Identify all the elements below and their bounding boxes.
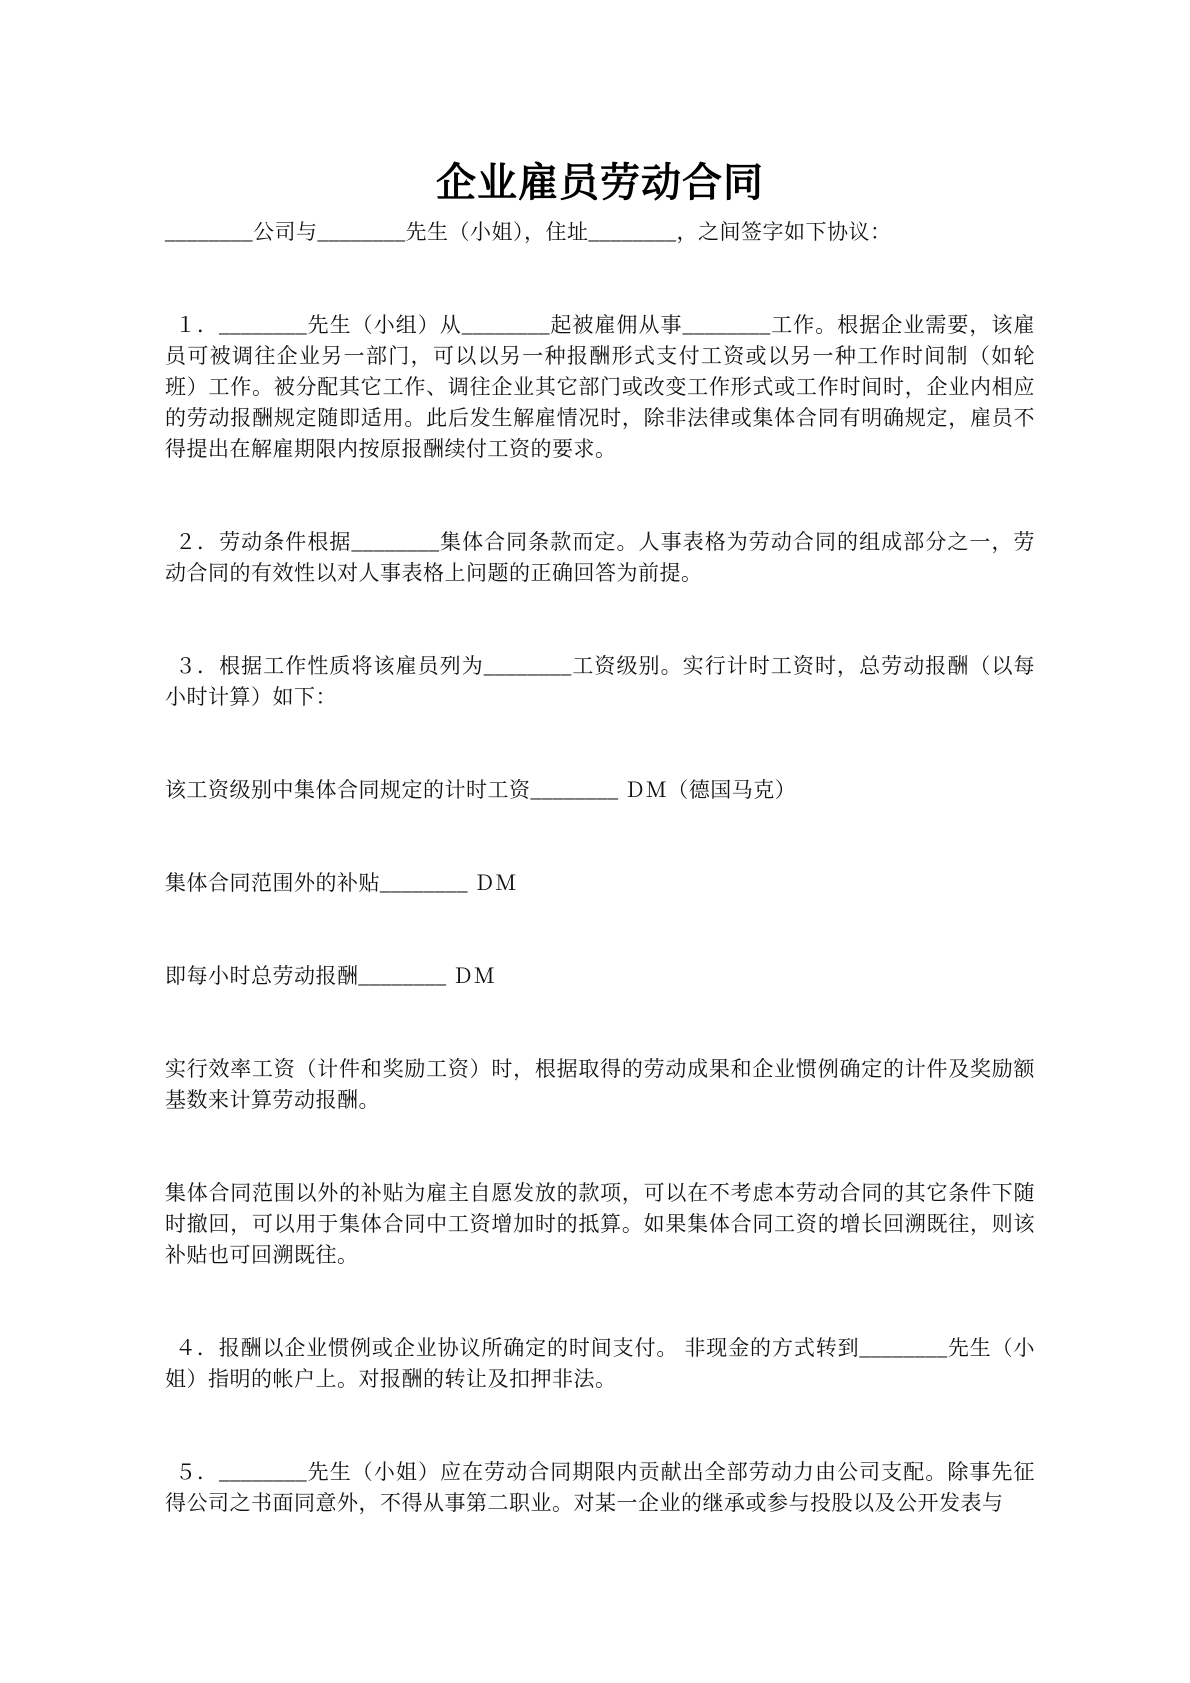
contract-clause-4: ４．报酬以企业惯例或企业协议所确定的时间支付。 非现金的方式转到________先生（小姐）指明的帐户上。对报酬的转让及扣押非法。 — [165, 1336, 1035, 1391]
contract-intro-line: ________公司与________先生（小姐），住址________，之间签字如下协议： — [165, 220, 892, 244]
contract-clause-1: １．________先生（小组）从________起被雇佣从事________工作。根据企业需要，该雇员可被调往企业另一部门，可以以另一种报酬形式支付工资或以另一种工作时间制（如轮班）工作。被分配其它工作、调往企业其它部门或改变工作形式或工作时间时，企业内相应的劳动报酬规定随即适用。此后发生解雇情况时，除非法律或集体合同有明确规定，雇员不得提出在解雇期限内按原报酬续付工资的要求。 — [165, 313, 1035, 461]
document-title: 企业雇员劳动合同 — [436, 160, 764, 205]
clause-3-total-hourly-pay-line: 即每小时总劳动报酬________ ＤＭ — [165, 964, 496, 988]
contract-clause-3: ３．根据工作性质将该雇员列为________工资级别。实行计时工资时，总劳动报酬（以每小时计算）如下： — [165, 654, 1035, 709]
contract-clause-5: ５．________先生（小姐）应在劳动合同期限内贡献出全部劳动力由公司支配。除事先征得公司之书面同意外，不得从事第二职业。对某一企业的继承或参与投股以及公开发表与 — [165, 1460, 1035, 1515]
contract-clause-2: ２．劳动条件根据________集体合同条款而定。人事表格为劳动合同的组成部分之一，劳动合同的有效性以对人事表格上问题的正确回答为前提。 — [165, 530, 1035, 585]
clause-3-subsidy-line: 集体合同范围外的补贴________ ＤＭ — [165, 871, 517, 895]
clause-3-hourly-wage-line: 该工资级别中集体合同规定的计时工资________ ＤＭ（德国马克） — [165, 778, 797, 802]
clause-3-subsidy-terms-paragraph: 集体合同范围以外的补贴为雇主自愿发放的款项，可以在不考虑本劳动合同的其它条件下随时撤回，可以用于集体合同中工资增加时的抵算。如果集体合同工资的增长回溯既往，则该补贴也可回溯既往。 — [165, 1181, 1035, 1267]
clause-3-efficiency-wage-paragraph: 实行效率工资（计件和奖励工资）时，根据取得的劳动成果和企业惯例确定的计件及奖励额基数来计算劳动报酬。 — [165, 1057, 1035, 1112]
